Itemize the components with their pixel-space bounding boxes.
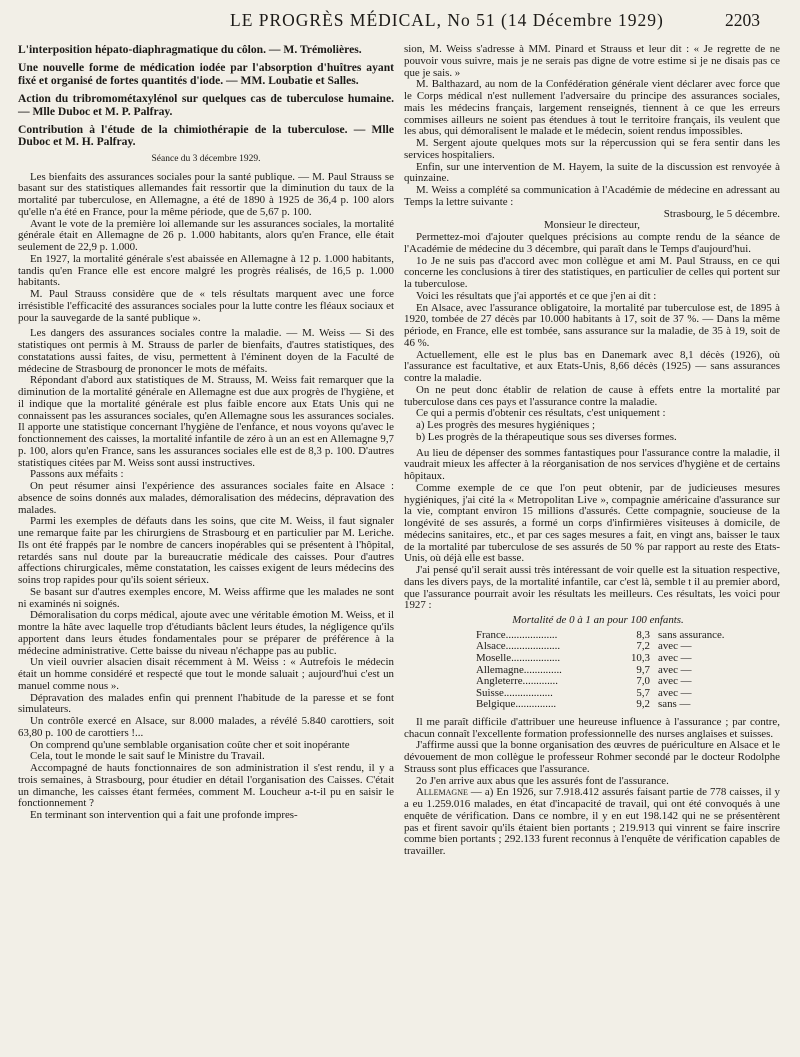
rate-cell: 9,2 [636, 698, 650, 711]
session-date: Séance du 3 décembre 1929. [151, 153, 261, 164]
insurance-cell: avec — [658, 663, 692, 676]
communication-title: Action du tribromométaxylénol sur quelques cas de tuberculose humaine. — Mlle Duboc et M. P. Palfray. [18, 92, 394, 118]
paragraph: Ce qui a permis d'obtenir ces résultats, c'est uniquement : [416, 407, 666, 420]
paragraph: On ne peut donc établir de relation de cause à effets entre la mortalité par tuberculose dans ces pays et l'assurance contre la maladie. [404, 383, 780, 408]
paragraph: Les dangers des assurances sociales contre la maladie. — M. Weiss — Si des statistiques ont permis à M. Strauss de parler de bienfaits, d'autres statistiques, des constatations aussi faites, de visu, permettent à l'éminent doyen de la Faculté de médecine de Strasbourg de prononcer le mots de méfaits. [18, 327, 394, 375]
country-cell: Suisse.................. [476, 686, 553, 699]
country-cell: Allemagne.............. [476, 663, 562, 676]
paragraph: Dépravation des malades enfin qui prennent l'habitude de la paresse et se font simulateurs. [18, 691, 394, 716]
paragraph: En Alsace, avec l'assurance obligatoire, la mortalité par tuberculose est, de 1895 à 1920, tombée de 27 décès par 10.000 habitants à 17, soit de 37 %. — Dans la même période, en France, elle est tombée, sans assurance sur la maladie, de 35 à 19, soit de 46 %. [404, 301, 780, 349]
paragraph: On comprend qu'une semblable organisation coûte cher et soit inopérante [30, 738, 350, 751]
paragraph: M. Balthazard, au nom de la Confédération générale vient déclarer avec force que le Corps médical n'est nullement l'adversaire du principe des assurances sociales, mais les médecins français, largement renseignés, tiennent à ce que les erreurs commises ailleurs ne soient pas étendues à tout le territoire français, ils veulent que les abus, qui démoralisent le malade et le médecin, soient rendus impossibles. [404, 78, 780, 138]
communication-title: Une nouvelle forme de médication iodée par l'absorption d'huîtres ayant fixé et organisé de fortes quantités d'iode. — MM. Loubatie et Salles. [18, 61, 394, 87]
paragraph: Avant le vote de la première loi allemande sur les assurances sociales, la mortalité générale était en Allemagne de 26 p. 1.000 habitants, alors qu'en France, elle était seulement de 22,9 p. 1.000. [18, 217, 394, 254]
communication-title: L'interposition hépato-diaphragmatique du côlon. — M. Trémolières. [18, 43, 362, 56]
insurance-cell: avec — [658, 675, 692, 688]
country-cell: France................... [476, 628, 558, 641]
rate-cell: 7,2 [636, 640, 650, 653]
paragraph: M. Sergent ajoute quelques mots sur la répercussion qui se fera sentir dans les services hospitaliers. [404, 137, 780, 161]
insurance-cell: sans — [658, 698, 691, 711]
paragraph: Répondant d'abord aux statistiques de M. Strauss, M. Weiss fait remarquer que la diminution de la mortalité générale en Allemagne est due aux progrès de l'hygiène, et il indique que la mortalité générale est plus faible encore aux Etats Unis qui ne connaissent pas les assurances sociales, qu'en Allemagne sous les assurances sociales. Il apporte une statistique concernant l'hygiène de l'enfance, et nous voyons qu'avec le fonctionnement des caisses, la mortalité infantile de zéro à un an est en Allemagne 9,7 p. 100, alors qu'en France, sans les assurances sociales elle est de 8,3 p. 100. D'autres statistiques citées par M. Weiss sont aussi instructives. [18, 374, 394, 469]
paragraph: J'ai pensé qu'il serait aussi très intéressant de voir quelle est la situation respective, dans les divers pays, de la mortalité infantile, car c'est là, semble t il au premier abord, que l'assurance pourrait avoir les résultats les meilleurs. Ces résultats, les voici pour 1927 : [404, 564, 780, 612]
paragraph: Un contrôle exercé en Alsace, sur 8.000 malades, a révélé 5.840 carottiers, soit 63,80 p. 100 de carottiers !... [18, 715, 394, 739]
paragraph: Permettez-moi d'ajouter quelques précisions au compte rendu de la séance de l'Académie de médecine du 3 décembre, qui paraît dans le Temps d'aujourd'hui. [404, 231, 780, 255]
paragraph: Se basant sur d'autres exemples encore, M. Weiss affirme que les malades ne sont ni examinés ni soignés. [18, 585, 394, 610]
page-header [0, 10, 800, 32]
table-row [476, 699, 778, 711]
paragraph: En 1927, la mortalité générale s'est abaissée en Allemagne à 12 p. 1.000 habitants, tandis qu'en France elle est encore malgré les progrès réalisés, de 16,5 p. 1.000 habitants. [18, 252, 394, 289]
paragraph: 1o Je ne suis pas d'accord avec mon collègue et ami M. Paul Strauss, en ce qui concerne les conclusions à tirer des statistiques, en particulier de celles qui portent sur la tuberculose. [404, 254, 780, 290]
left-column [18, 44, 394, 822]
paragraph: Accompagné de hauts fonctionnaires de son administration il s'est rendu, il y a trois semaines, à Strasbourg, pour étudier en détail l'organisation des Caisses. C'était un dimanche, les caisses étant fermées, comment M. Loucheur a-t-il pu en saisir le fonctionnement ? [18, 762, 394, 810]
page-number: 2203 [725, 10, 760, 30]
paragraph: Il me paraît difficile d'attribuer une heureuse influence à l'assurance ; par contre, chacun connaît l'excellente formation professionnelle des nurses anglaises et suisses. [404, 715, 780, 740]
paragraph: Cela, tout le monde le sait sauf le Ministre du Travail. [30, 750, 265, 763]
country-cell: Moselle.................. [476, 651, 561, 664]
rate-cell: 8,3 [636, 628, 650, 641]
paragraph: M. Weiss a complété sa communication à l'Académie de médecine en adressant au Temps la lettre suivante : [404, 184, 780, 208]
table-caption: Mortalité de 0 à 1 an pour 100 enfants. [512, 614, 684, 626]
paragraph: Passons aux méfaits : [30, 468, 124, 481]
letter-salutation: Monsieur le directeur, [543, 219, 641, 232]
paragraph: Comme exemple de ce que l'on peut obtenir, par de judicieuses mesures hygiéniques, j'ai cité la « Metropolitan Live », compagnie américaine d'assurance sur la vie, comptant environ 15 millions d'assurés. Cette compagnie, soucieuse de la longévité de ses assurés, a formé un corps d'infirmières visiteuses à domicile, de médecins sanitaires, etc., et par ces sages mesures a fait, en vingt ans, baisser le taux de la mortalité par tuberculose de ses assurés de 50 % par rapport au reste des Etats-Unis, où déjà elle est basse. [404, 481, 780, 565]
country-cell: Alsace.................... [476, 640, 561, 653]
right-column [404, 44, 780, 858]
paragraph: sion, M. Weiss s'adresse à MM. Pinard et Strauss et leur dit : « Je regrette de ne pouvoir vous suivre, mais je ne serais pas digne de votre estime si je ne disais pas ce que je sais. » [404, 43, 780, 79]
rate-cell: 9,7 [636, 663, 650, 676]
table-row [476, 676, 778, 688]
paragraph: a) Les progrès des mesures hygiéniques ; [416, 419, 596, 431]
mortality-table [476, 630, 778, 711]
insurance-cell: avec — [658, 686, 692, 699]
paragraph: M. Paul Strauss considère que de « tels résultats marquent avec une force irrésistible l'efficacité des assurances sociales pour la lutte contre les fléaux sociaux et pour la sauvegarde de la santé publique ». [18, 288, 394, 324]
paragraph: Voici les résultats que j'ai apportés et ce que j'en ai dit : [416, 289, 657, 302]
paragraph: Enfin, sur une intervention de M. Hayem, la suite de la discussion est renvoyée à quinzaine. [404, 160, 780, 185]
rate-cell: 5,7 [636, 686, 650, 699]
paragraph: Démoralisation du corps médical, ajoute avec une véritable émotion M. Weiss, et il montre la hâte avec laquelle trop d'étudiants bâclent leurs études, la négligence qu'ils apportent dans leurs études fondamentales pour se préparer de préférence à la médecine administrative. Cette baisse du niveau n'échappe pas au public. [18, 609, 394, 657]
paragraph: b) Les progrès de la thérapeutique sous ses diverses formes. [416, 430, 677, 443]
letter-dateline: Strasbourg, le 5 décembre. [663, 207, 780, 220]
country-cell: Belgique............... [476, 698, 557, 711]
paragraph: Un vieil ouvrier alsacien disait récemment à M. Weiss : « Autrefois le médecin était un homme considéré et respecté que tout le monde saluait ; aujourd'hui c'est un manuel comme nous ». [18, 656, 394, 692]
rate-cell: 7,0 [636, 675, 650, 688]
insurance-cell: sans assurance. [658, 628, 725, 641]
country-lead: Allemagne [416, 786, 468, 799]
paragraph: 2o J'en arrive aux abus que les assurés font de l'assurance. [416, 774, 669, 787]
paragraph: En terminant son intervention qui a fait une profonde impres- [30, 809, 298, 822]
paragraph-text: — a) En 1926, sur 7.918.412 assurés faisant partie de 778 caisses, il y a eu 1.259.016 malades, en état d'incapacité de travail, qui ont été convoqués à une enquête de vérification. Dans ce nombre, il y en eut 198.142 qui ne se présentèrent pas et firent savoir qu'ils étaient bien portants ; 219.913 qui vinrent se faire inscrire comme bien portants ; 292.133 furent reconnus à l'enquête de vérification capables de travailler. [404, 786, 780, 858]
paragraph: Actuellement, elle est le plus bas en Danemark avec 8,1 décès (1926), où l'assurance est facultative, et aux Etats-Unis, 8,66 décès (1925) — sans assurances contre la maladie. [404, 348, 780, 384]
country-cell: Angleterre............. [476, 675, 558, 688]
paragraph: Au lieu de dépenser des sommes fantastiques pour l'assurance contre la maladie, il vaudrait mieux les affecter à la réorganisation de nos services d'hygiène et de certains hôpitaux. [404, 446, 780, 482]
paragraph: J'affirme aussi que la bonne organisation des œuvres de puériculture en Alsace et le dévouement de mon collègue le professeur Rohmer secondé par le docteur Rodolphe Strauss sont plus efficaces que l'assurance. [404, 739, 780, 775]
insurance-cell: avec — [658, 640, 692, 653]
paragraph: Les bienfaits des assurances sociales pour la santé publique. — M. Paul Strauss se basant sur des statistiques allemandes fait ressortir que la diminution du taux de la mortalité par tuberculose, en Allemagne, a été de 1890 à 1925 de 36,4 p. 100 alors qu'elle n'a été en France, pour la même période, que de 5,67 p. 100. [18, 170, 394, 218]
paragraph: On peut résumer ainsi l'expérience des assurances sociales faite en Alsace : absence de soins donnés aux malades, démoralisation des médecins, dépravation des malades. [18, 480, 394, 516]
journal-title: LE PROGRÈS MÉDICAL, No 51 (14 Décembre 1929) [230, 10, 664, 30]
paragraph: Parmi les exemples de défauts dans les soins, que cite M. Weiss, il faut signaler une remarque faite par les chirurgiens de Strasbourg et en particulier par M. Leriche. Ils ont été frappés par le nombre de cancers inopérables qui se présentent à l'hôpital, retardés sans nul doute par la bureaucratie médicale des caisses. Pour d'autres affections chirurgicales, même constatation, les caisses exigent de leurs médecins des soins trop rapides pour qu'ils soient sérieux. [18, 515, 394, 587]
communication-title: Contribution à l'étude de la chimiothérapie de la tuberculose. — Mlle Duboc et M. H. Palfray. [18, 123, 394, 149]
paragraph [404, 787, 780, 858]
insurance-cell: avec — [658, 651, 692, 664]
rate-cell: 10,3 [630, 651, 650, 664]
table-row [476, 653, 778, 665]
